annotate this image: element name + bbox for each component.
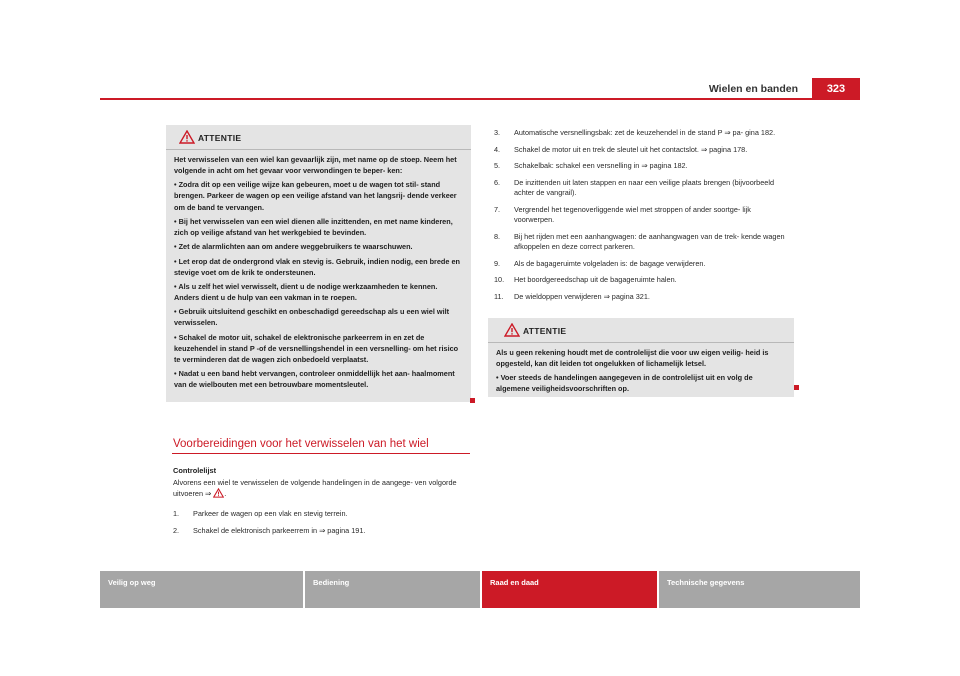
list-item (494, 292, 792, 302)
warning-bullet: • Schakel de motor uit, schakel de elektronische parkeerrem in en zet de keuzehendel in stand P -of de versnellingshendel in een versnelling- om het risico te verminderen dat de wagen zich onbedoeld verplaatst. (174, 332, 459, 364)
bullet-icon: • (174, 242, 179, 252)
bullet-icon: • (174, 180, 179, 190)
footer-tab-bediening[interactable]: Bediening (305, 571, 480, 608)
section-end-marker (794, 385, 799, 390)
bullet-icon: • (174, 281, 179, 291)
step-number: 4. (494, 144, 501, 154)
step-text: Automatische versnellingsbak: zet de keuzehendel in de stand P ⇒ pa- gina 182. (514, 128, 776, 137)
step-text: Schakel de motor uit en trek de sleutel uit het contactslot. ⇒ pagina 178. (514, 144, 748, 154)
step-number: 1. (173, 509, 180, 518)
checklist-heading: Controlelijst (173, 466, 217, 475)
warning-header (166, 125, 471, 150)
list-item (173, 509, 473, 519)
list-item (494, 205, 792, 226)
warning-body (166, 150, 471, 390)
footer-tab-veilig-op-weg[interactable]: Veilig op weg (100, 571, 303, 608)
step-text: De inzittenden uit laten stappen en naar een veilige plaats brengen (bijvoorbeeld achter de vangrail). (514, 177, 775, 198)
bullet-icon: • (174, 307, 179, 317)
warning-triangle-icon (504, 323, 520, 337)
chapter-title: Wielen en banden (708, 83, 798, 95)
step-number: 3. (494, 128, 501, 137)
step-text: Bij het rijden met een aanhangwagen: de aanhangwagen van de trek- kende wagen afkoppelen en deze correct parkeren. (514, 231, 785, 252)
page-header (100, 78, 860, 98)
step-text: Als de bagageruimte volgeladen is: de bagage verwijderen. (514, 258, 706, 268)
bullet-icon: • (174, 216, 179, 226)
bullet-icon: • (174, 332, 179, 342)
step-text: Parkeer de wagen op een vlak en stevig terrein. (193, 509, 348, 518)
section-rule (172, 453, 470, 454)
warning-bullet: • Zodra dit op een veilige wijze kan gebeuren, moet u de wagen tot stil- stand brengen. Parkeer de wagen op een veilige afstand van het langsrij- dende verkeer om de band te vervangen. (174, 180, 457, 212)
header-rule (100, 98, 860, 100)
warning-box-right (488, 318, 794, 397)
step-number: 7. (494, 204, 501, 214)
warning-body (488, 343, 794, 395)
step-text: Vergrendel het tegenoverliggende wiel met stroppen of ander soortge- lijk voorwerpen. (514, 204, 751, 225)
warning-paragraph: Als u geen rekening houdt met de controlelijst die voor uw eigen veilig- heid is opgesteld, kan dit leiden tot ongelukken of lichamelijk letsel. (496, 348, 769, 369)
step-number: 10. (494, 275, 505, 285)
bullet-icon: • (496, 373, 501, 383)
step-number: 6. (494, 177, 501, 187)
warning-bullet: • Als u zelf het wiel verwisselt, dient u de nodige werkzaamheden te kennen. Anders dient u de hulp van een vakman in te roepen. (174, 281, 438, 302)
warning-title: ATTENTIE (523, 326, 567, 336)
warning-triangle-icon (179, 130, 195, 144)
steps-list-left (173, 509, 473, 542)
step-number: 2. (173, 525, 180, 535)
footer-tab-technische-gegevens[interactable]: Technische gegevens (659, 571, 860, 608)
warning-box-left (166, 125, 471, 402)
list-item (494, 232, 792, 253)
bullet-icon: • (174, 256, 179, 266)
list-item (494, 161, 792, 171)
step-text: De wieldoppen verwijderen ⇒ pagina 321. (514, 291, 650, 301)
step-number: 9. (494, 258, 501, 268)
warning-bullet: • Nadat u een band hebt vervangen, controleer onmiddellijk het aan- haalmoment van de wielbouten met een betrouwbare momentsleutel. (174, 369, 455, 390)
list-item (494, 275, 792, 285)
footer-nav (100, 571, 860, 608)
list-item (494, 128, 792, 138)
section-end-marker (470, 398, 475, 403)
list-item (494, 145, 792, 155)
page-number: 323 (812, 78, 860, 98)
footer-tab-raad-en-daad[interactable]: Raad en daad (482, 571, 657, 608)
step-number: 8. (494, 231, 501, 241)
list-item (494, 178, 792, 199)
warning-title: ATTENTIE (198, 133, 242, 143)
step-text: Het boordgereedschap uit de bagageruimte halen. (514, 275, 677, 285)
list-item (494, 259, 792, 269)
warning-bullet: • Bij het verwisselen van een wiel dienen alle inzittenden, en met name kinderen, zich op veilige afstand van het werkgebied te bevinden. (174, 216, 453, 237)
step-number: 11. (494, 291, 504, 301)
list-item (173, 526, 473, 536)
warning-bullet: • Let erop dat de ondergrond vlak en stevig is. Gebruik, indien nodig, een brede en stevige voet om de krik te ondersteunen. (174, 256, 460, 277)
section-title: Voorbereidingen voor het verwisselen van het wiel (173, 438, 429, 450)
warning-paragraph: Het verwisselen van een wiel kan gevaarlijk zijn, met name op de stoep. Neem het volgende in acht om het gevaar voor verwondingen te beper- ken: (174, 155, 457, 176)
step-number: 5. (494, 161, 501, 171)
warning-triangle-icon (213, 488, 224, 498)
step-text: Schakel de elektronisch parkeerrem in ⇒ pagina 191. (193, 525, 366, 535)
warning-bullet: • Voer steeds de handelingen aangegeven in de controlelijst uit en volg de algemene veiligheidsvoorschriften op. (496, 373, 753, 394)
warning-bullet: • Gebruik uitsluitend geschikt en onbeschadigd gereedschap als u een wiel wilt verwisselen. (174, 307, 450, 328)
bullet-icon: • (174, 369, 179, 379)
step-text: Schakelbak: schakel een versnelling in ⇒ pagina 182. (514, 161, 688, 171)
warning-header (488, 318, 794, 343)
checklist-intro: Alvorens een wiel te verwisselen de volgende handelingen in de aangege- ven volgorde uitvoeren ⇒ . (173, 478, 457, 499)
warning-bullet: • Zet de alarmlichten aan om andere weggebruikers te waarschuwen. (174, 242, 413, 252)
steps-list-right (494, 128, 792, 309)
